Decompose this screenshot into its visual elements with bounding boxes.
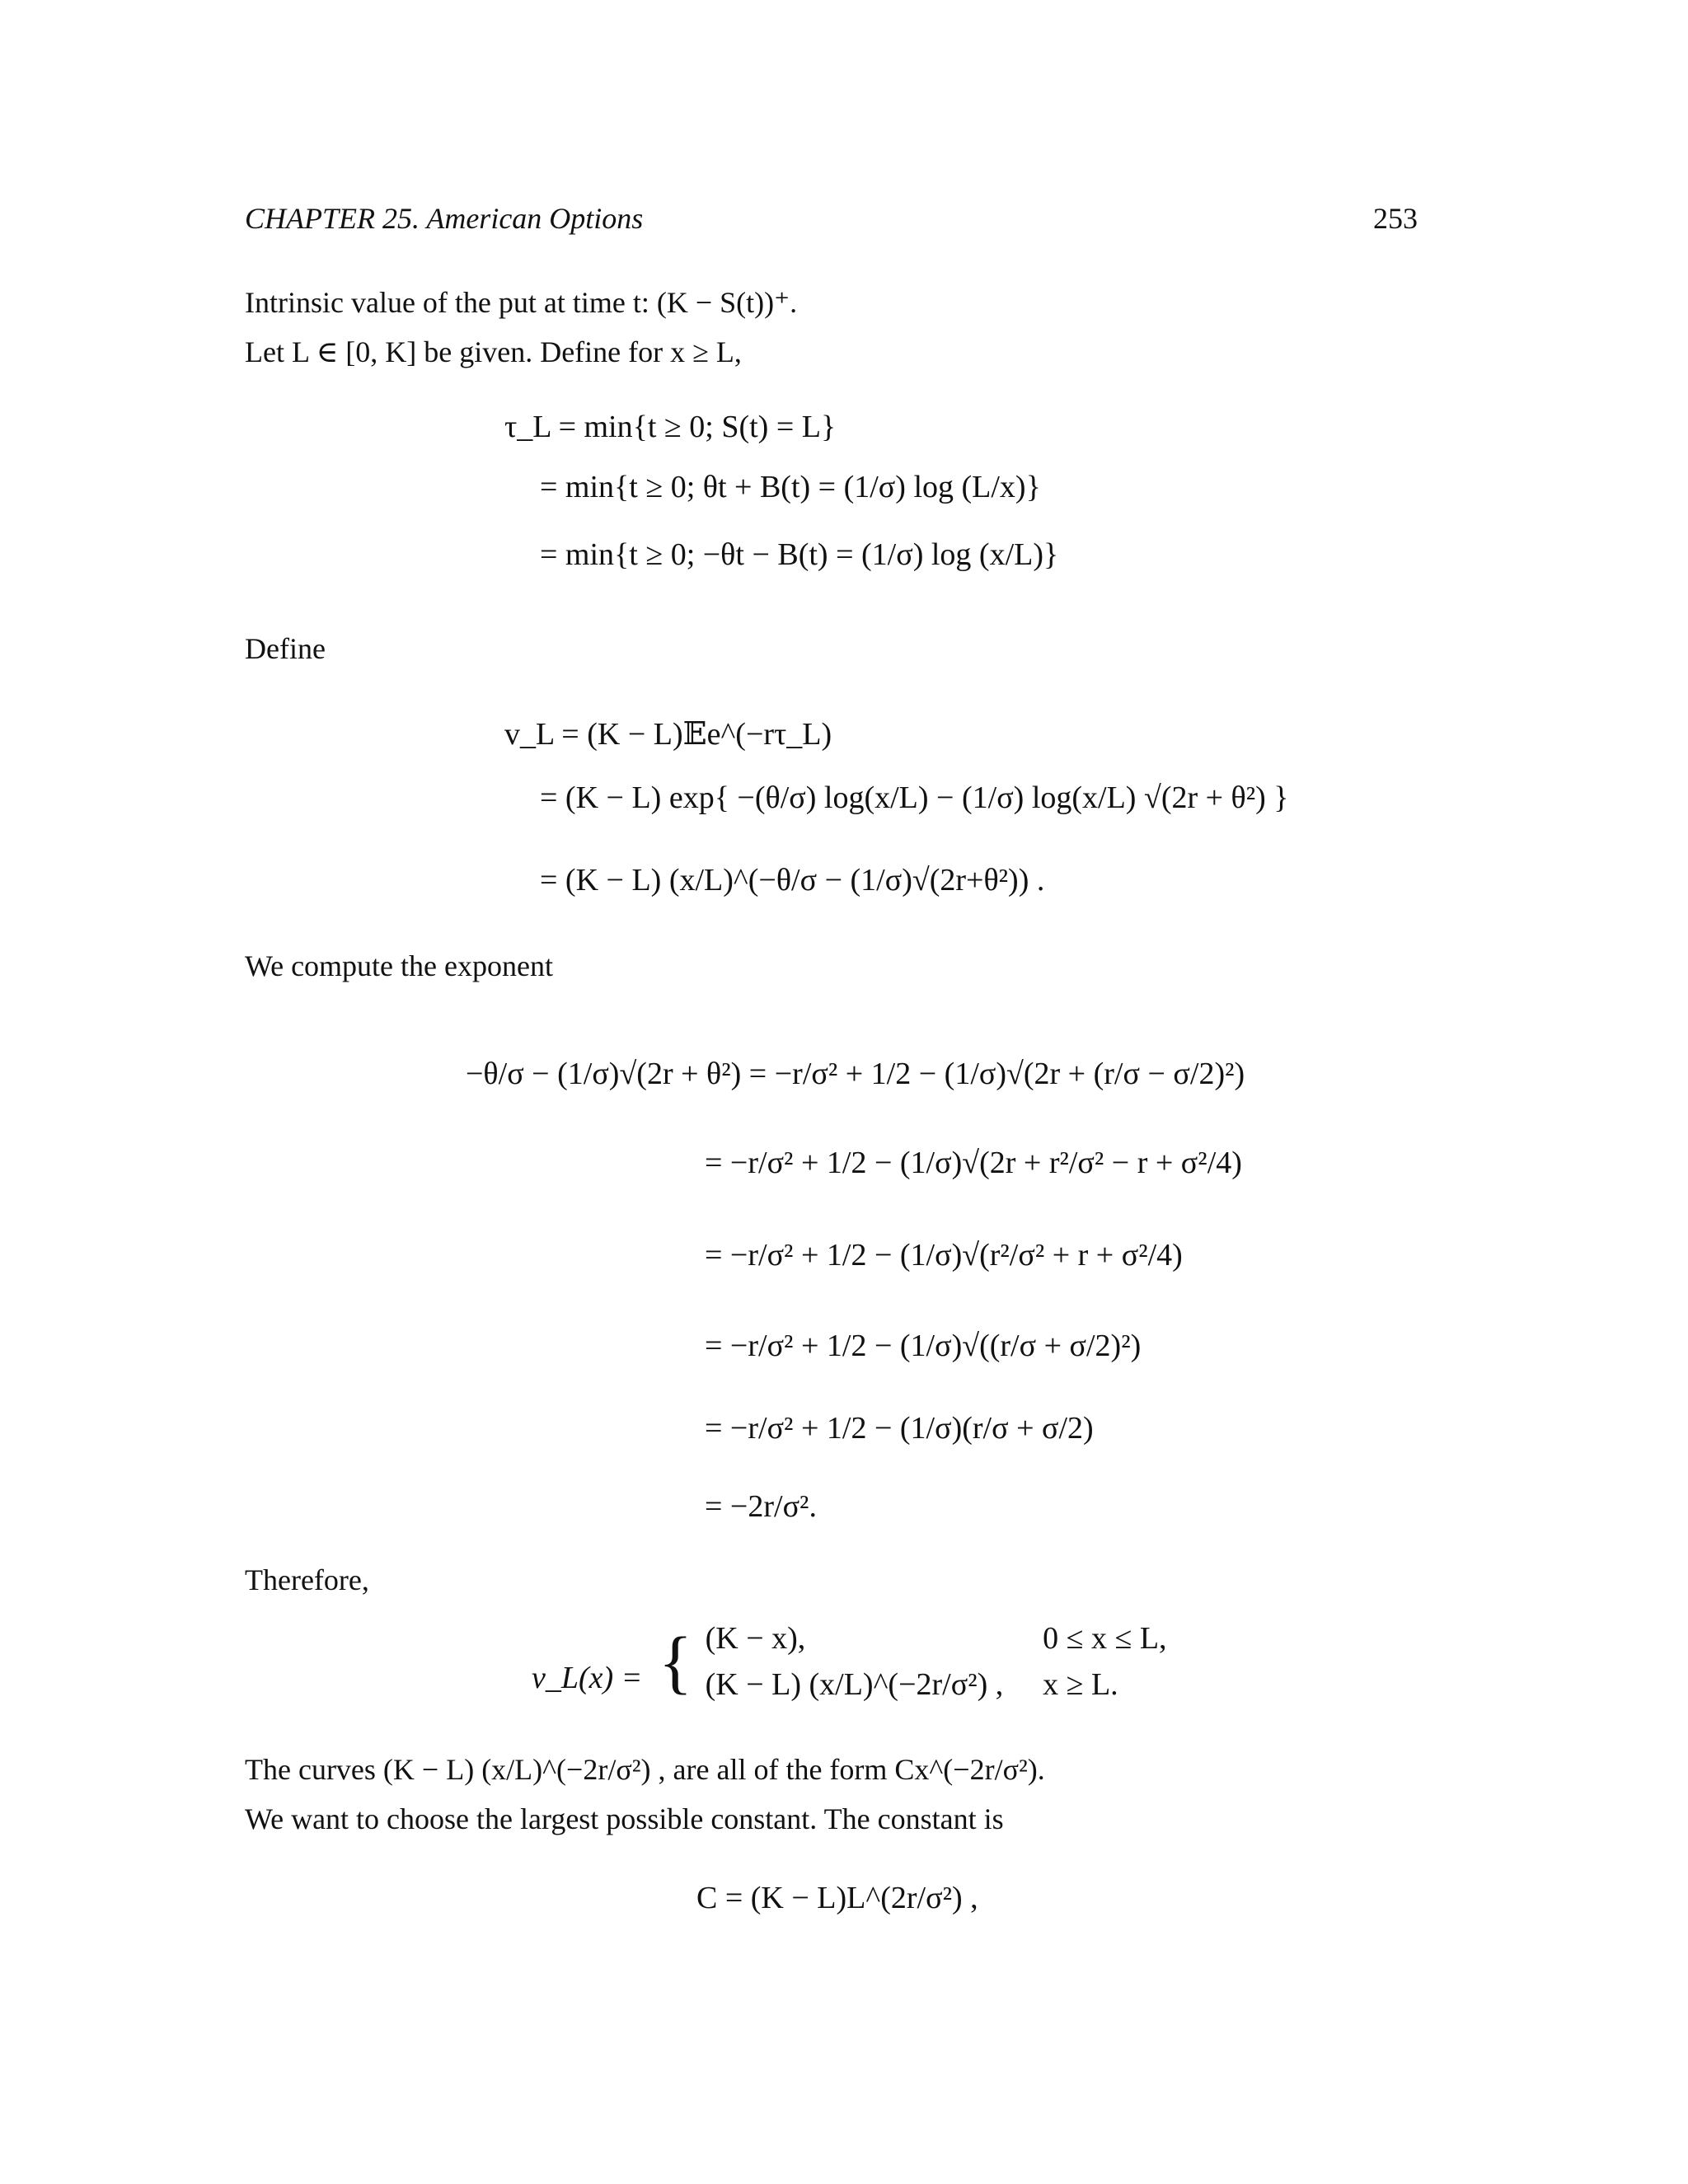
case-1-expr: (K − x), [705,1621,806,1656]
paragraph-compute: We compute the exponent [245,949,553,982]
equation-vl-line2: = (K − L) exp{ −(θ/σ) log(x/L) − (1/σ) log(x/L) √(2r + θ²) } [540,780,1289,815]
cases-body [706,1615,1167,1708]
equation-vl-line3: = (K − L) (x/L)^(−θ/σ − (1/σ)√(2r+θ²)) . [540,863,1045,898]
equation-tau-line2: = min{t ≥ 0; θt + B(t) = (1/σ) log (L/x)} [540,470,1041,504]
equation-exponent-line6: = −2r/σ². [705,1489,817,1524]
case-row-2 [706,1661,1167,1708]
paragraph-choose: We want to choose the largest possible constant. The constant is [245,1802,1004,1835]
equation-vl-line1: v_L = (K − L)𝔼e^(−rτ_L) [504,717,832,752]
equation-exponent-line5: = −r/σ² + 1/2 − (1/σ)(r/σ + σ/2) [705,1411,1094,1446]
equation-constant: C = (K − L)L^(2r/σ²) , [696,1881,978,1915]
equation-cases [532,1615,1167,1708]
cases-brace: { [658,1622,693,1701]
equation-tau-line3: = min{t ≥ 0; −θt − B(t) = (1/σ) log (x/L)} [540,537,1059,572]
paragraph-define: Define [245,632,326,665]
chapter-header: CHAPTER 25. American Options [245,202,644,235]
equation-exponent-line3: = −r/σ² + 1/2 − (1/σ)√(r²/σ² + r + σ²/4) [705,1238,1183,1272]
case-2-condition: x ≥ L. [1043,1667,1118,1702]
paragraph-intrinsic: Intrinsic value of the put at time t: (K − S(t))⁺. [245,286,798,319]
equation-tau-line1: τ_L = min{t ≥ 0; S(t) = L} [504,410,837,444]
case-2-expr: (K − L) (x/L)^(−2r/σ²) , [705,1667,1004,1702]
page-number: 253 [1373,202,1418,235]
equation-exponent-line4: = −r/σ² + 1/2 − (1/σ)√((r/σ + σ/2)²) [705,1329,1142,1363]
case-1-condition: 0 ≤ x ≤ L, [1043,1621,1167,1656]
paragraph-therefore: Therefore, [245,1563,369,1596]
case-row-1 [706,1615,1167,1661]
equation-exponent-line2: = −r/σ² + 1/2 − (1/σ)√(2r + r²/σ² − r + σ²/4) [705,1146,1242,1180]
equation-exponent-line1: −θ/σ − (1/σ)√(2r + θ²) = −r/σ² + 1/2 − (1/σ)√(2r + (r/σ − σ/2)²) [466,1057,1245,1091]
paragraph-curves: The curves (K − L) (x/L)^(−2r/σ²) , are all of the form Cx^(−2r/σ²). [245,1753,1045,1786]
cases-lhs: v_L(x) = [532,1661,643,1695]
paragraph-let: Let L ∈ [0, K] be given. Define for x ≥ L, [245,335,742,368]
